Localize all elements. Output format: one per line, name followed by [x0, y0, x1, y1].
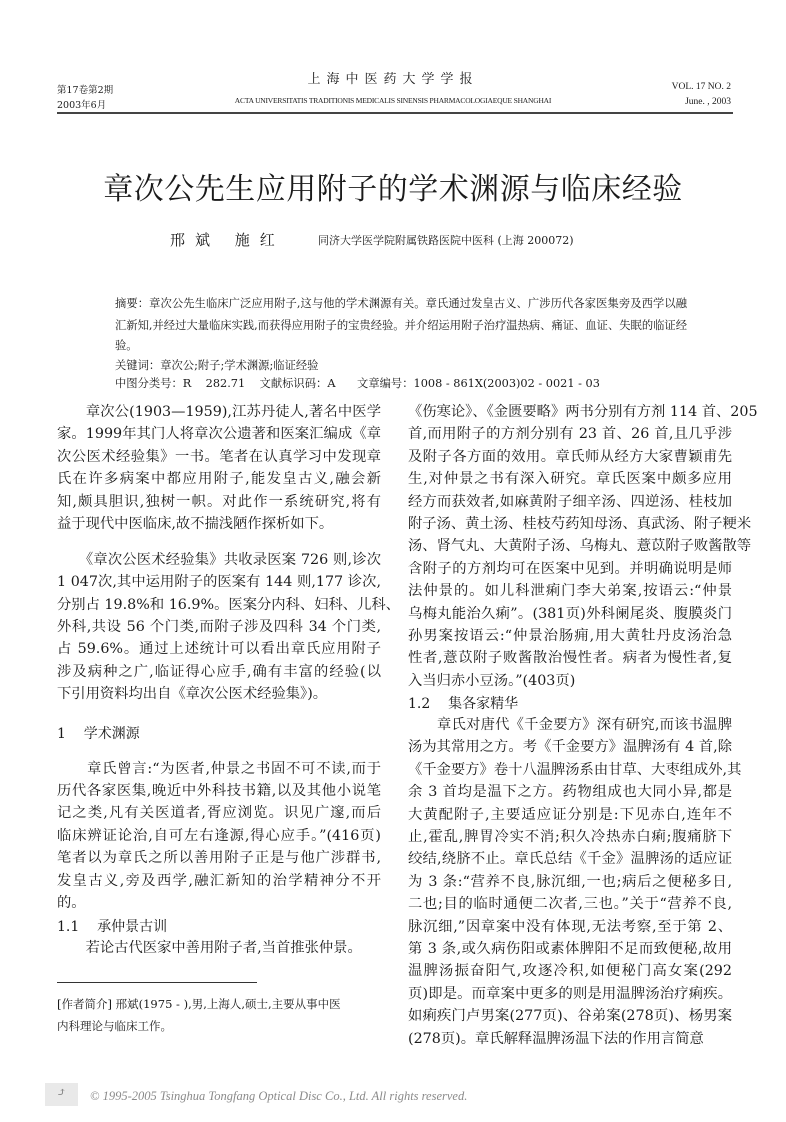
- paragraph-line: 知,颇具胆识,独树一帜。对此作一系统研究,将有: [57, 494, 381, 510]
- paragraph-line: 汤为其常用之方。考《千金要方》温脾汤有 4 首,除: [408, 739, 732, 756]
- paragraph-line: 章氏对唐代《千金要方》深有研究,而该书温脾: [408, 717, 732, 733]
- paragraph-line: 大黄配附子,主要适应证分别是:下见赤白,连年不: [408, 806, 732, 823]
- paragraph-line: 笔者以为章氏之所以善用附子正是与他广涉群书,: [57, 850, 381, 866]
- author-note-line: 内科理论与临床工作。: [57, 1019, 172, 1033]
- paragraph-line: 《伤寒论》、《金匮要略》两书分别有方剂 114 首、205: [408, 404, 758, 420]
- copyright: © 1995-2005 Tsinghua Tongfang Optical Disc Co., Ltd. All rights reserved.: [90, 1089, 468, 1103]
- paragraph-line: 性者,薏苡附子败酱散治慢性者。病者为慢性者,复: [408, 650, 732, 667]
- journal-title-en: ACTA UNIVERSITATIS TRADITIONIS MEDICALIS SINENSIS PHARMACOLOGIAEQUE SHANGHAI: [234, 96, 552, 105]
- paragraph-line: 温脾汤振奋阳气,攻逐冷积,如便秘门高女案(292: [408, 963, 732, 980]
- paragraph-line: 《千金要方》卷十八温脾汤系由甘草、大枣组成外,其: [408, 761, 742, 778]
- paragraph-line: 下引用资料均出自《章次公医术经验集》)。: [57, 686, 328, 702]
- paragraph-line: 为 3 条:“营养不良,脉沉细,一也;病后之便秘多日,: [408, 873, 732, 890]
- footnote-divider: [57, 982, 257, 983]
- paragraph-line: 占 59.6%。通过上述统计可以看出章氏应用附子: [57, 641, 381, 657]
- abstract-line: 摘要：章次公先生临床广泛应用附子,这与他的学术渊源有关。章氏通过发皇古义、广涉历代各家医集旁及西学以融: [115, 297, 687, 310]
- paragraph-line: (278页)。章氏解释温脾汤温下法的作用言简意: [408, 1030, 704, 1047]
- publisher-logo-icon: ⤴: [45, 1083, 78, 1106]
- abstract-line: 验。: [115, 339, 138, 352]
- volume-issue-cn: 第17卷第2期: [57, 85, 114, 96]
- volume-issue-en: VOL. 17 NO. 2: [671, 82, 731, 92]
- paragraph-line: 生,对仲景之书有深入研究。章氏医案中颇多应用: [408, 471, 732, 488]
- paragraph-line: 第 3 条,或久病伤阳或素体脾阳不足而致便秘,故用: [408, 941, 732, 957]
- paragraph-line: 章氏曾言:“为医者,仲景之书固不可不读,而于: [57, 761, 381, 777]
- paragraph-line: 经方而获效者,如麻黄附子细辛汤、四逆汤、桂枝加: [408, 493, 732, 510]
- classification: 中图分类号：R 282.71 文献标识码：A 文章编号：1008 - 861X(2003)02 - 0021 - 03: [115, 377, 600, 390]
- paragraph-line: 法仲景的。如儿科泄痢门李大弟案,按语云:“仲景: [408, 583, 732, 600]
- paragraph-line: 首,而用附子的方剂分别有 23 首、26 首,且几乎涉: [408, 426, 732, 443]
- paragraph-line: 余 3 首均是温下之方。药物组成也大同小异,都是: [408, 784, 732, 801]
- paragraph-line: 外科,共设 56 个门类,而附子涉及四科 34 个门类,: [57, 619, 381, 635]
- paragraph-line: 脉沉细,”因章案中没有体现,无法考察,至于第 2、: [408, 918, 732, 935]
- abstract-line: 汇新知,并经过大量临床实践,而获得应用附子的宝贵经验。并介绍运用附子治疗温热病、痛证、血证、失眠的临证经: [115, 319, 688, 332]
- paragraph-line: 含附子的方剂均可在医案中见到。并明确说明是师: [408, 560, 732, 577]
- date-cn: 2003年6月: [57, 100, 107, 111]
- article-title: 章次公先生应用附子的学术渊源与临床经验: [103, 172, 683, 207]
- paragraph-line: 发皇古义,旁及西学,融汇新知的治学精神分不开: [57, 873, 381, 889]
- paragraph-line: 若论古代医家中善用附子者,当首推张仲景。: [57, 940, 362, 956]
- paragraph-line: 及附子各方面的效用。章氏师从经方大家曹颖甫先: [408, 448, 732, 465]
- paragraph-line: 家。1999年其门人将章次公遗著和医案汇编成《章: [57, 426, 381, 442]
- header-divider: [57, 112, 733, 114]
- paragraph-line: 附子汤、黄土汤、桂枝芍药知母汤、真武汤、附子粳米: [408, 516, 752, 532]
- paragraph-line: 《章次公医术经验集》共收录医案 726 则,诊次: [57, 552, 381, 568]
- journal-title-cn: 上海中医药大学学报: [307, 72, 479, 87]
- affiliation: 同济大学医学院附属铁路医院中医科 (上海 200072): [318, 234, 574, 247]
- paragraph-line: 次公医术经验集》一书。笔者在认真学习中发现章: [57, 449, 381, 465]
- paragraph-line: 临床辨证论治,自可左右逢源,得心应手。”(416页): [57, 828, 381, 844]
- paragraph-line: 章次公(1903—1959),江苏丹徒人,著名中医学: [57, 404, 381, 420]
- paragraph-line: 孙男案按语云:“仲景治肠痈,用大黄牡丹皮汤治急: [408, 628, 732, 644]
- paragraph-line: 涉及病种之广,临证得心应手,确有丰富的经验(以: [57, 664, 381, 680]
- paragraph-line: 历代各家医集,晚近中外科技书籍,以及其他小说笔: [57, 783, 381, 799]
- paragraph-line: 止,霍乱,脾胃冷实不消;积久冷热赤白痢;腹痛脐下: [408, 829, 732, 845]
- paragraph-line: 氏在许多病案中都应用附子,能发皇古义,融会新: [57, 471, 381, 487]
- section-heading: 1 学术渊源: [57, 726, 140, 742]
- section-heading: 1.2 集各家精华: [408, 696, 519, 712]
- paragraph-line: 二也;目的临时通便二次者,三也。”关于“营养不良,: [408, 896, 732, 913]
- paragraph-line: 乌梅丸能治久痢”。(381页)外科阑尾炎、腹膜炎门: [408, 605, 732, 622]
- paragraph-line: 分别占 19.8%和 16.9%。医案分内科、妇科、儿科、: [57, 597, 400, 613]
- paragraph-line: 益于现代中医临床,故不揣浅陋作探析如下。: [57, 516, 334, 532]
- keywords: 关键词：章次公;附子;学术渊源;临证经验: [115, 359, 319, 372]
- paragraph-line: 1 047次,其中运用附子的医案有 144 则,177 诊次,: [57, 574, 381, 590]
- section-heading: 1.1 承仲景古训: [57, 919, 168, 935]
- authors: 邢斌 施红: [170, 231, 285, 249]
- paragraph-line: 汤、肾气丸、大黄附子汤、乌梅丸、薏苡附子败酱散等: [408, 538, 752, 555]
- paragraph-line: 如痢疾门卢男案(277页)、谷弟案(278页)、杨男案: [408, 1008, 732, 1025]
- author-note-line: [作者简介] 邢斌(1975 - ),男,上海人,硕士,主要从事中医: [57, 997, 341, 1011]
- paragraph-line: 绞结,绕脐不止。章氏总结《千金》温脾汤的适应证: [408, 851, 732, 868]
- paragraph-line: 的。: [57, 895, 86, 911]
- date-en: June. , 2003: [685, 97, 731, 107]
- paragraph-line: 页)即是。而章案中更多的则是用温脾汤治疗痢疾。: [408, 985, 732, 1002]
- paragraph-line: 入当归赤小豆汤。”(403页): [408, 672, 576, 689]
- paragraph-line: 记之类,凡有关医道者,胥应浏览。识见广邃,而后: [57, 805, 381, 821]
